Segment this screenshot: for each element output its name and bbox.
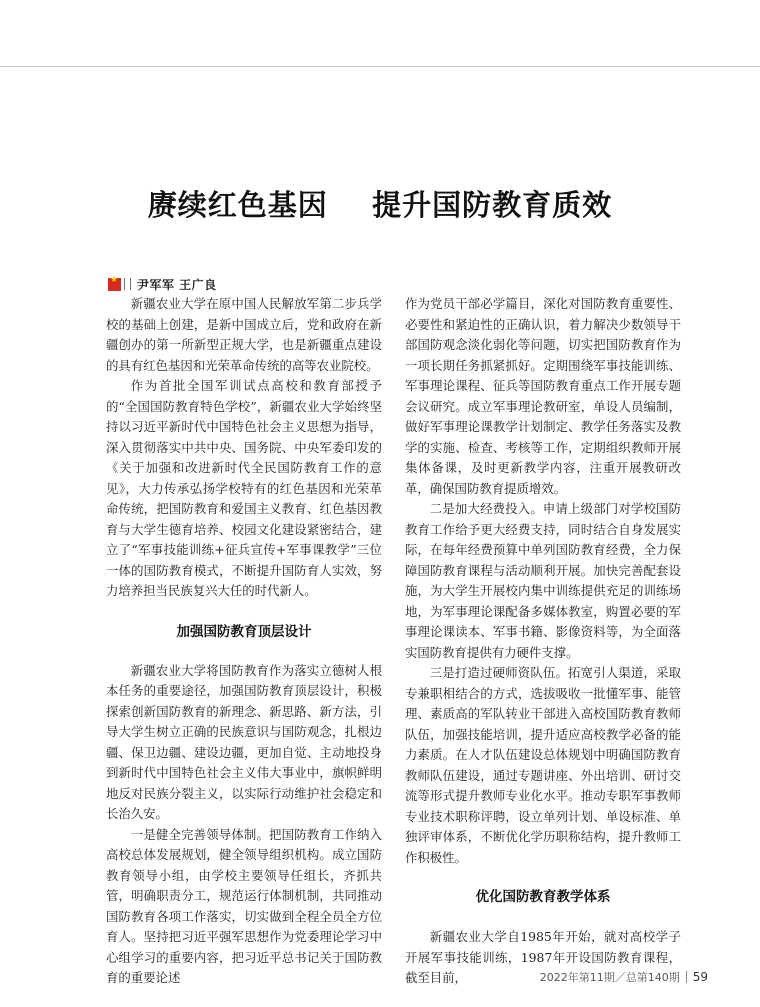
paragraph: 作为首批全国军训试点高校和教育部授予的“全国国防教育特色学校”，新疆农业大学始终坚持以习近平新时代中国特色社会主义思想为指导，深入贯彻落实中共中央、国务院、中央军委印发的《关于加强和改进新时代全民国防教育工作的意见》，大力传承弘扬学校特有的红色基因和光荣革命传统，把国防教育和爱国主义教育、红色基因教育与大学生德育培养、校园文化建设紧密结合，建立了“军事技能训练+征兵宣传+军事课教学”三位一体的国防教育模式，不断提升国防育人实效，努力培养担当民族复兴大任的时代新人。	[106, 378, 382, 598]
page-footer	[540, 969, 708, 985]
authors: 尹军军 王广良	[137, 277, 217, 292]
footer-divider	[686, 971, 687, 983]
section-heading: 加强国防教育顶层设计	[176, 623, 312, 640]
paragraph: 三是打造过硬师资队伍。拓宽引人渠道，采取专兼职相结合的方式，选拔吸收一批懂军事、能管理、素质高的军队转业干部进入高校国防教育教师队伍，加强技能培训，提升适应高校教学必备的能力素质。在人才队伍建设总体规划中明确国防教育教师队伍建设，通过专题讲座、外出培训、研讨交流等形式提升教师专业化水平。推动专职军事教师专业技术职称评聘，设立单列计划、单设标准、单独评审体系，不断优化学历职称结构，提升教师工作积极性。	[405, 665, 681, 865]
paragraph: 新疆农业大学将国防教育作为落实立德树人根本任务的重要途径，加强国防教育顶层设计，积极探索创新国防教育的新理念、新思路、新方法，引导大学生树立正确的民族意识与国防观念，扎根边疆、保卫边疆、建设边疆，更加自觉、主动地投身到新时代中国特色社会主义伟大事业中，旗帜鲜明地反对民族分裂主义，以实际行动维护社会稳定和长治久安。	[106, 662, 382, 821]
byline	[108, 275, 217, 293]
paragraph: 作为党员干部必学篇目，深化对国防教育重要性、必要性和紧迫性的正确认识，着力解决少数领导干部国防观念淡化弱化等问题，切实把国防教育作为一项长期任务抓紧抓好。定期围绕军事技能训练、军事理论课程、征兵等国防教育重点工作开展专题会议研究。成立军事理论教研室，单设人员编制，做好军事理论课教学计划制定、教学任务落实及教学的实施、检查、考核等工作，定期组织教师开展集体备课，及时更新教学内容，注重开展教研改革，确保国防教育提质增效。	[405, 296, 681, 496]
paragraph: 新疆农业大学在原中国人民解放军第二步兵学校的基础上创建，是新中国成立后，党和政府在新疆创办的第一所新型正规大学，也是新疆重点建设的具有红色基因和光荣革命传统的高等农业院校。	[106, 296, 382, 373]
page-number: 59	[692, 970, 708, 984]
right-column	[405, 294, 681, 989]
left-column	[106, 294, 382, 989]
header-rule	[0, 66, 760, 67]
paragraph: 二是加大经费投入。申请上级部门对学校国防教育工作给予更大经费支持，同时结合自身发展实际，在每年经费预算中单列国防教育经费，全力保障国防教育课程与活动顺利开展。加快完善配套设施，为大学生开展校内集中训练提供充足的训练场地，为军事理论课配备多媒体教室，购置必要的军事理论课读本、军事书籍、影像资料等，为全面落实国防教育提供有力硬件支撑。	[405, 501, 681, 660]
paragraph: 一是健全完善领导体制。把国防教育工作纳入高校总体发展规划，健全领导组织机构。成立国防教育领导小组，由学校主要领导任组长，齐抓共管，明确职责分工，规范运行体制机制，共同推动国防教育各项工作落实，切实做到全程全员全方位育人。坚持把习近平强军思想作为党委理论学习中心组学习的重要内容，把习近平总书记关于国防教育的重要论述	[106, 826, 382, 985]
section-heading: 优化国防教育教学体系	[475, 889, 611, 905]
double-bar-icon	[124, 278, 131, 290]
issue-label: 2022年第11期／总第140期	[539, 971, 680, 984]
article-title: 赓续红色基因 提升国防教育质效	[147, 188, 613, 222]
flag-icon	[108, 278, 121, 291]
paragraph: 新疆农业大学自1985年开始，就对高校学子开展军事技能训练，1987年开设国防教育课程，截至目前，	[405, 929, 681, 985]
